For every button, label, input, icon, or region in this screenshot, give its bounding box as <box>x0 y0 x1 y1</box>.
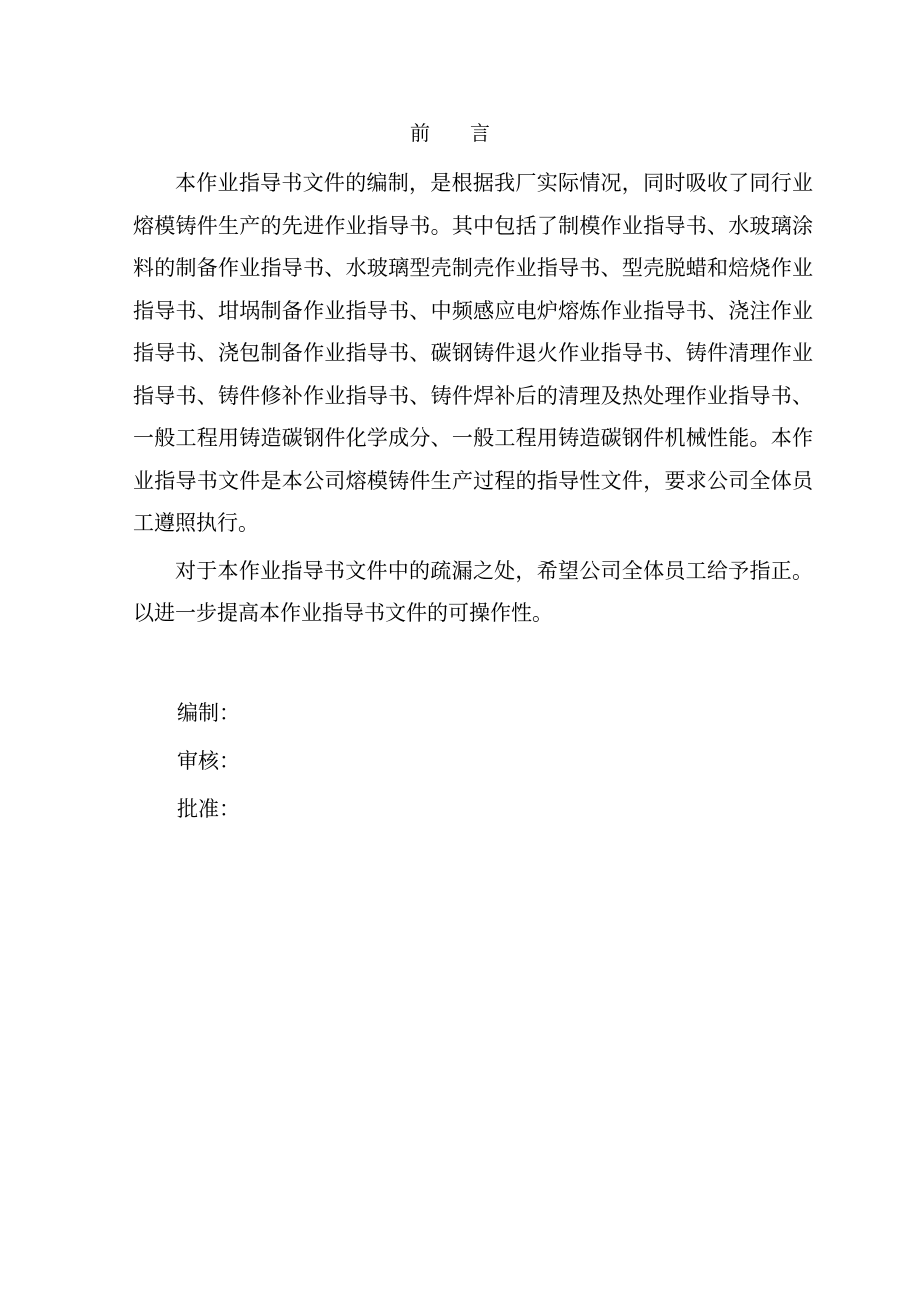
paragraph-feedback: 对于本作业指导书文件中的疏漏之处，希望公司全体员工给予指正。以进一步提高本作业指导书文件的可操作性。 <box>133 558 813 625</box>
signoff-approved-by: 批准： <box>177 797 240 821</box>
signoff-compiled-by: 编制： <box>177 701 240 725</box>
signoff-reviewed-by: 审核： <box>177 749 240 773</box>
document-body <box>133 162 813 635</box>
paragraph-intro: 本作业指导书文件的编制，是根据我厂实际情况，同时吸收了同行业熔模铸件生产的先进作业指导书。其中包括了制模作业指导书、水玻璃涂料的制备作业指导书、水玻璃型壳制壳作业指导书、型壳脱蜡和焙烧作业指导书、坩埚制备作业指导书、中频感应电炉熔炼作业指导书、浇注作业指导书、浇包制备作业指导书、碳钢铸件退火作业指导书、铸件清理作业指导书、铸件修补作业指导书、铸件焊补后的清理及热处理作业指导书、一般工程用铸造碳钢件化学成分、一般工程用铸造碳钢件机械性能。本作业指导书文件是本公司熔模铸件生产过程的指导性文件，要求公司全体员工遵照执行。 <box>133 171 813 535</box>
page-title: 前言 <box>410 121 530 145</box>
